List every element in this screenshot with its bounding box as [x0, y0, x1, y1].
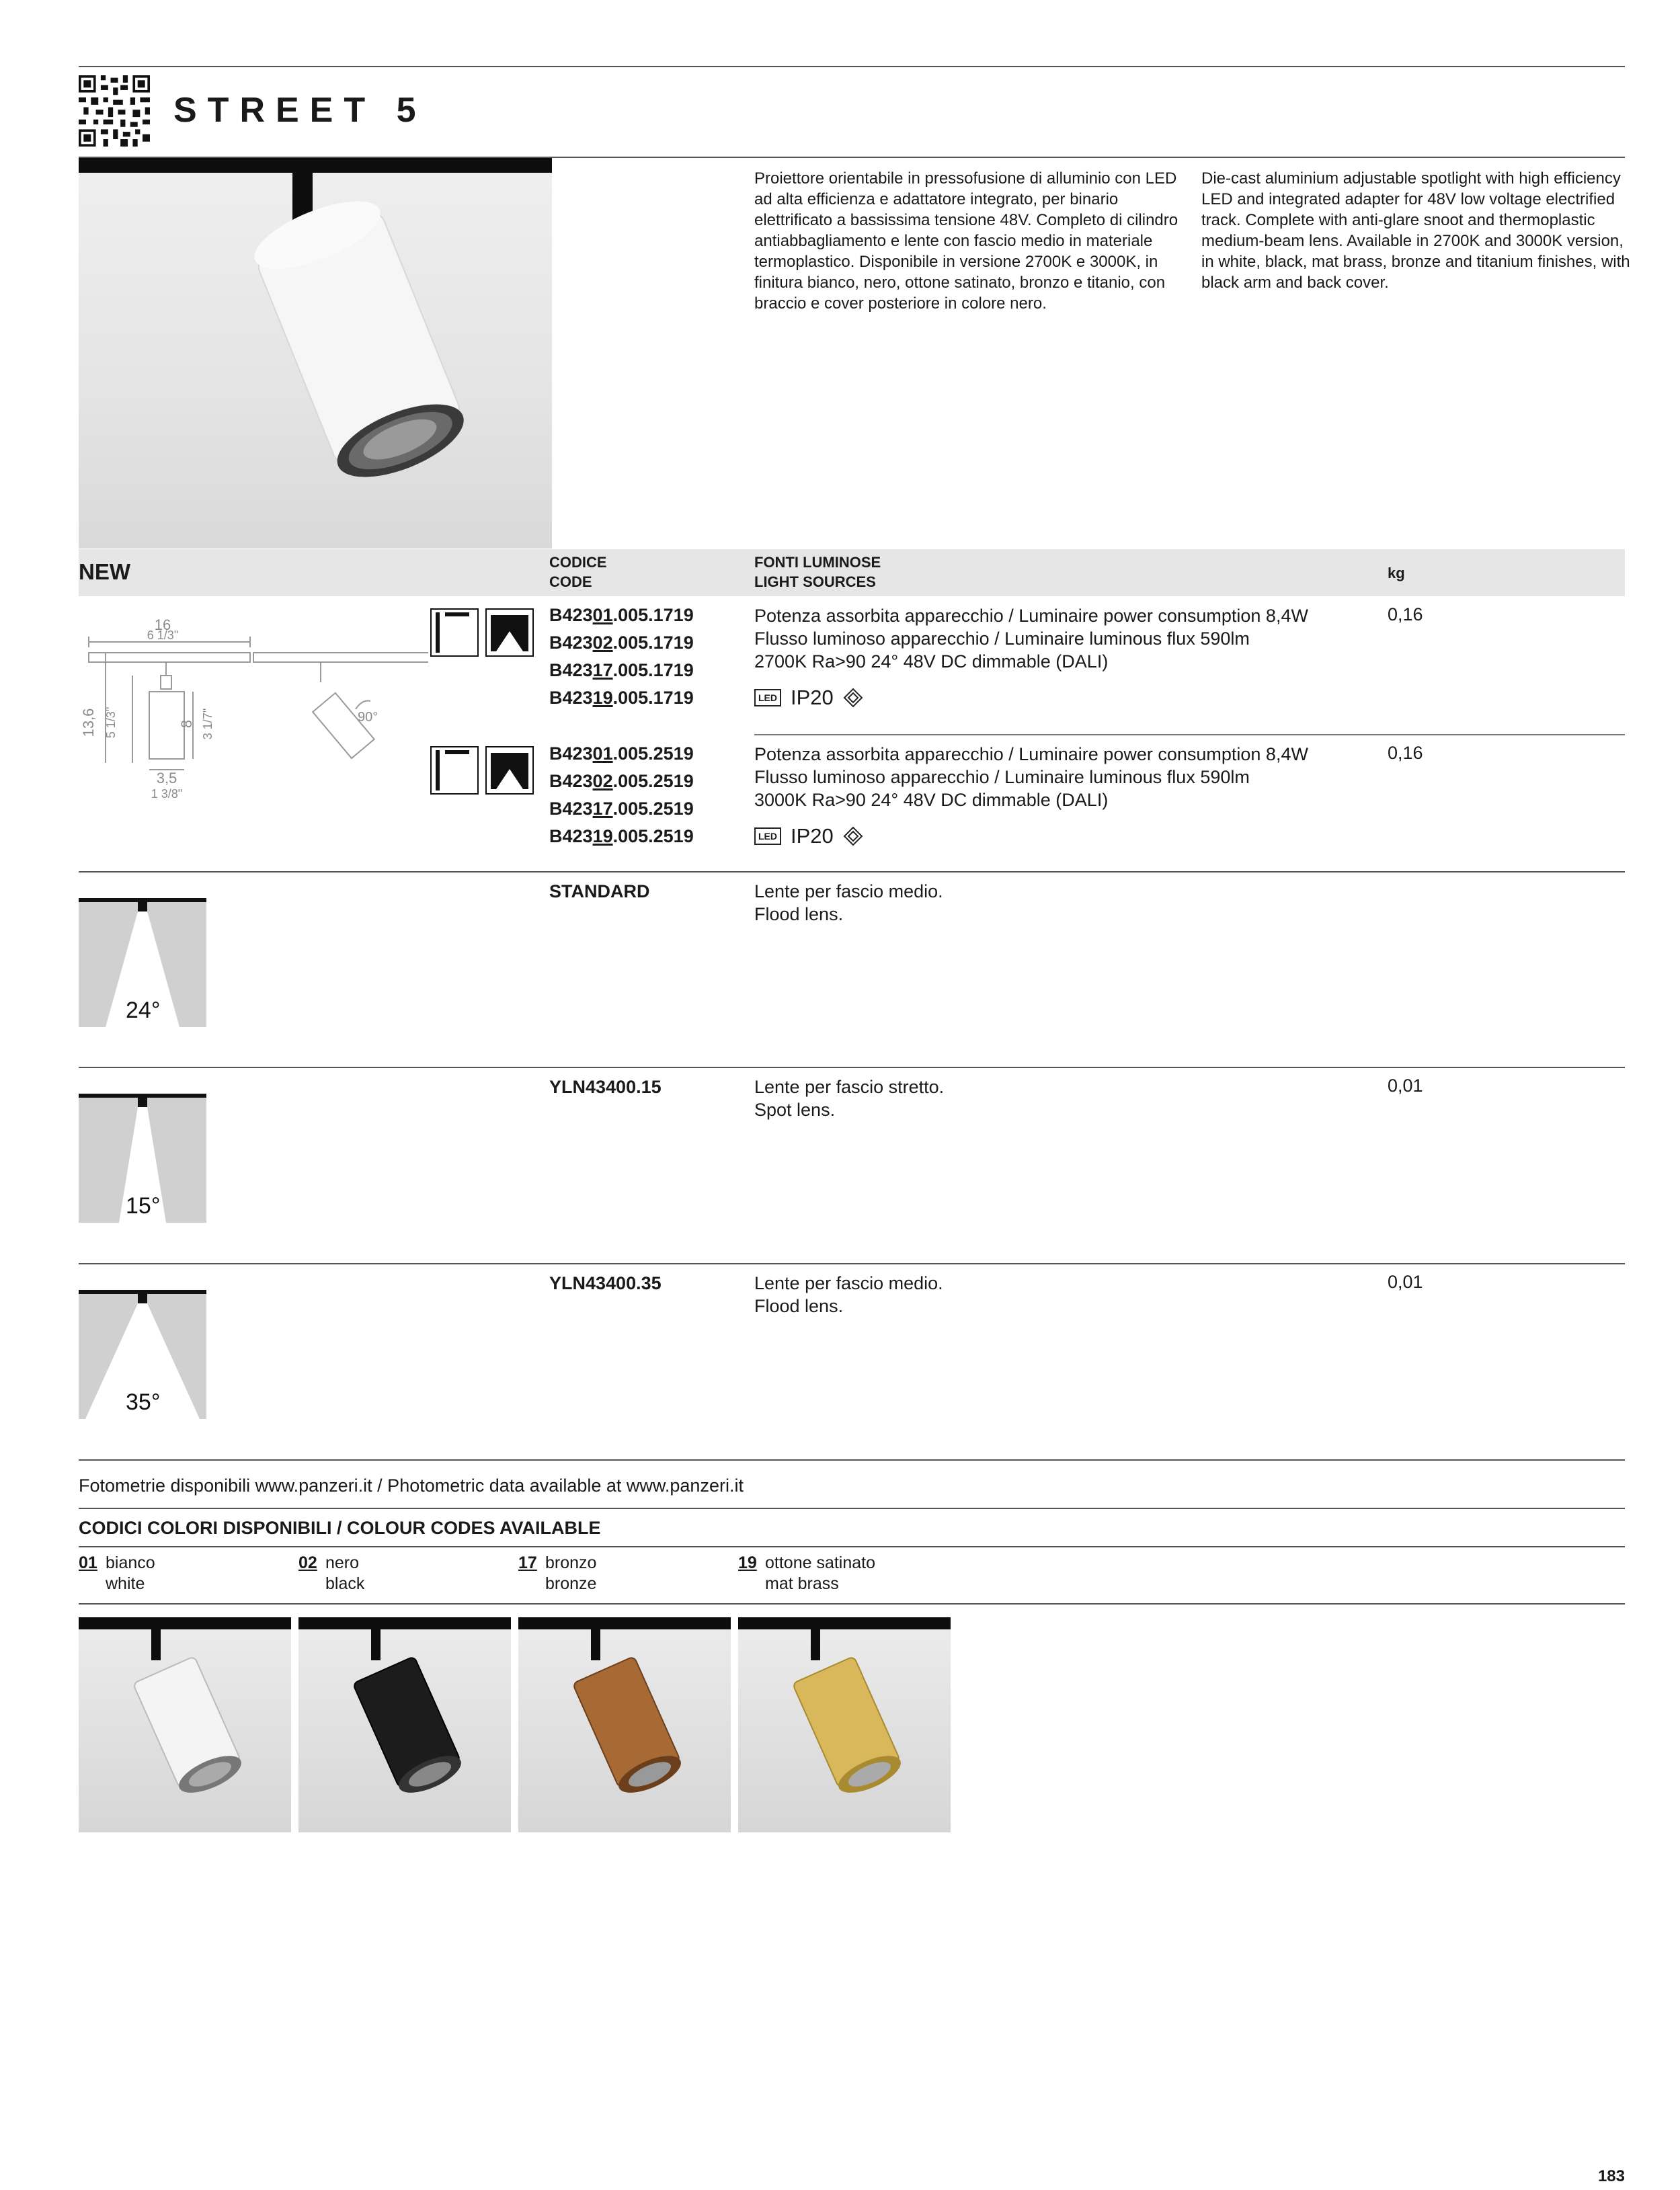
lens-code: YLN43400.15: [549, 1077, 662, 1097]
beam-diagram-24: [79, 898, 206, 1027]
photometric-note: Fotometrie disponibili www.panzeri.it / Photometric data available at www.panzeri.it: [79, 1475, 744, 1496]
colour-number: 19: [738, 1553, 757, 1572]
flux-line: Flusso luminoso apparecchio / Luminaire luminous flux 590lm: [754, 767, 1250, 787]
variant-weight: 0,16: [1388, 604, 1423, 624]
power-line: Potenza assorbita apparecchio / Luminaire power consumption 8,4W: [754, 606, 1308, 626]
flux-line: Flusso luminoso apparecchio / Luminaire luminous flux 590lm: [754, 628, 1250, 649]
dim-height-mm: 13,6: [80, 708, 97, 737]
lens-code: STANDARD: [549, 881, 650, 901]
product-code: B42317.005.1719: [549, 660, 694, 680]
white-finish-icon: [430, 608, 479, 657]
colour-name-en: black: [325, 1574, 365, 1593]
led-ip-row: [754, 686, 863, 710]
light-source-info: [754, 604, 1308, 673]
lens-code: YLN43400.35: [549, 1273, 662, 1293]
white-finish-icon: [430, 746, 479, 795]
colour-number: 17: [518, 1553, 537, 1572]
variant-codes: [549, 740, 694, 850]
product-code: B42301.005.2519: [549, 743, 694, 764]
sources-header: [754, 553, 881, 592]
lens-description: [754, 1076, 944, 1121]
lens-desc-en: Flood lens.: [754, 1296, 844, 1316]
section-rule: [79, 1603, 1625, 1605]
description-italian: Proiettore orientabile in pressofusione di alluminio con LED ad alta efficienza e adattatore integrato, per binario elettrificato a bassissima tensione 48V. Completo di cilindro antiabbagliamento e lente con fascio medio in materiale termoplastico. Disponibile in versione 2700K e 3000K, in finitura bianco, nero, ottone satinato, bronzo e titanio, con braccio e cover posteriore in colore nero.: [754, 169, 1178, 313]
ip-rating: IP20: [791, 824, 834, 848]
product-code: B42302.005.1719: [549, 633, 694, 653]
dim-body-in: 3 1/7": [201, 708, 214, 740]
colour-code-item: [518, 1553, 596, 1594]
technical-drawing: [79, 608, 428, 810]
ip-rating: IP20: [791, 686, 834, 709]
lens-desc-it: Lente per fascio medio.: [754, 881, 943, 901]
product-code: B42319.005.1719: [549, 688, 694, 708]
variant-weight: 0,16: [1388, 743, 1423, 763]
led-icon: LED: [754, 827, 781, 845]
colour-number: 01: [79, 1553, 97, 1572]
spec-line: 2700K Ra>90 24° 48V DC dimmable (DALI): [754, 651, 1109, 672]
swatch-black: [298, 1617, 511, 1832]
description-english: Die-cast aluminium adjustable spotlight with high efficiency LED and integrated adapter for 48V low voltage electrified track. Complete with anti-glare snoot and thermoplastic medium-beam lens. Available in 2700K and 3000K version, in white, black, mat brass, bronze and titanium finishes, with black arm and back cover.: [1201, 169, 1630, 292]
code-header: [549, 553, 607, 592]
section-rule: [79, 1067, 1625, 1068]
colour-name-it: bianco: [106, 1553, 155, 1572]
lens-desc-en: Flood lens.: [754, 904, 844, 924]
colour-name-it: ottone satinato: [765, 1553, 876, 1572]
section-rule: [79, 1508, 1625, 1509]
beam-diagram-35: [79, 1290, 206, 1419]
dim-body-mm: 8: [178, 719, 195, 729]
code-header-it: CODICE: [549, 554, 607, 571]
dim-angle: 90°: [358, 710, 378, 725]
code-header-en: CODE: [549, 573, 592, 590]
product-code: B42301.005.1719: [549, 605, 694, 625]
lens-description: [754, 1272, 943, 1317]
colour-name-it: bronzo: [545, 1553, 597, 1572]
new-badge: NEW: [79, 559, 130, 584]
dim-width-in: 6 1/3": [147, 628, 179, 642]
lens-weight: 0,01: [1388, 1272, 1423, 1292]
colour-name-en: white: [106, 1574, 145, 1593]
colour-code-item: [738, 1553, 875, 1594]
light-source-info: [754, 743, 1308, 811]
colour-name-it: nero: [325, 1553, 360, 1572]
variant-codes: [549, 602, 694, 712]
kg-header: kg: [1388, 565, 1405, 581]
sources-header-it: FONTI LUMINOSE: [754, 554, 881, 571]
lens-weight: 0,01: [1388, 1076, 1423, 1096]
lens-description: [754, 880, 943, 926]
led-icon: LED: [754, 689, 781, 706]
colour-name-en: mat brass: [765, 1574, 839, 1593]
variant-divider: [754, 734, 1625, 735]
dim-diam-mm: 3,5: [156, 770, 177, 786]
colour-code-item: [298, 1553, 364, 1594]
page-number: 183: [1597, 2167, 1625, 2185]
led-ip-row: [754, 824, 863, 848]
product-code: B42302.005.2519: [549, 771, 694, 791]
product-hero-image: [79, 158, 552, 549]
dim-width-mm: 16: [154, 616, 171, 633]
product-title: STREET 5: [173, 91, 427, 130]
class-iii-icon: [843, 826, 863, 846]
sources-header-en: LIGHT SOURCES: [754, 573, 876, 590]
colour-number: 02: [298, 1553, 317, 1572]
colour-codes-heading: CODICI COLORI DISPONIBILI / COLOUR CODES AVAILABLE: [79, 1518, 601, 1538]
beam-angle-label: 24°: [126, 998, 161, 1023]
colour-name-en: bronze: [545, 1574, 597, 1593]
top-rule: [79, 66, 1625, 67]
dim-height-in: 5 1/3": [104, 706, 118, 739]
beam-diagram-15: [79, 1094, 206, 1223]
product-code: B42319.005.2519: [549, 826, 694, 846]
qr-code-icon: [79, 75, 150, 147]
section-rule: [79, 871, 1625, 873]
lens-desc-it: Lente per fascio stretto.: [754, 1077, 945, 1097]
spec-line: 3000K Ra>90 24° 48V DC dimmable (DALI): [754, 790, 1109, 810]
dim-diam-in: 1 3/8": [151, 787, 183, 801]
lens-desc-it: Lente per fascio medio.: [754, 1273, 943, 1293]
product-code: B42317.005.2519: [549, 799, 694, 819]
beam-angle-label: 35°: [126, 1389, 161, 1415]
beam-angle-label: 15°: [126, 1193, 161, 1219]
section-rule: [79, 1459, 1625, 1461]
black-finish-icon: [485, 746, 534, 795]
section-rule: [79, 1546, 1625, 1547]
power-line: Potenza assorbita apparecchio / Luminaire power consumption 8,4W: [754, 744, 1308, 764]
lens-desc-en: Spot lens.: [754, 1100, 836, 1120]
swatch-bronze: [518, 1617, 731, 1832]
colour-code-item: [79, 1553, 155, 1594]
swatch-white: [79, 1617, 291, 1832]
swatch-mat-brass: [738, 1617, 951, 1832]
section-rule: [79, 1263, 1625, 1264]
black-finish-icon: [485, 608, 534, 657]
class-iii-icon: [843, 688, 863, 708]
